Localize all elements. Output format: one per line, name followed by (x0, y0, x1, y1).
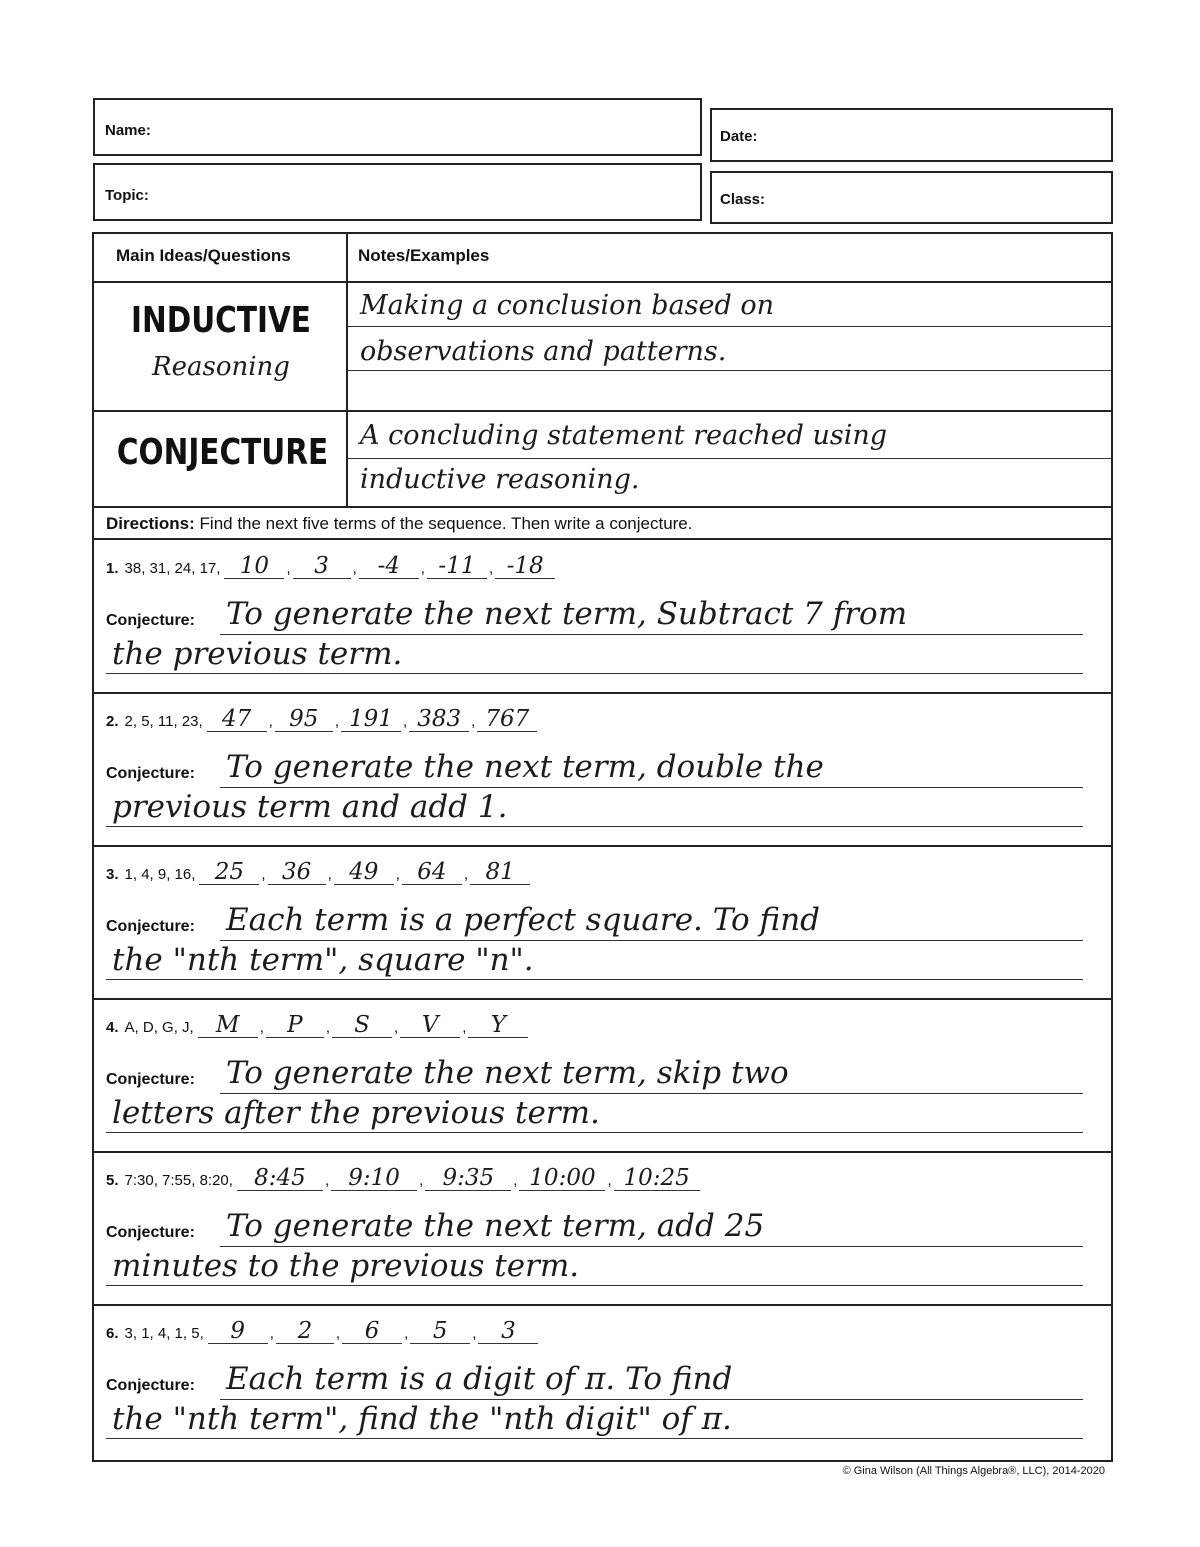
answer-blank[interactable]: Y (468, 1013, 528, 1038)
problem-number: 6. (106, 1325, 119, 1342)
conjecture-label: Conjecture: (106, 1377, 195, 1394)
class-box[interactable] (710, 171, 1113, 224)
class-label: Class: (720, 191, 766, 208)
directions-label: Directions: (106, 514, 195, 533)
name-box[interactable] (93, 98, 702, 156)
problem-number: 1. (106, 560, 119, 577)
separator: , (462, 1019, 467, 1036)
answer-blank[interactable]: 191 (341, 707, 401, 732)
problem-number: 5. (106, 1172, 119, 1189)
term-conjecture (94, 412, 1111, 506)
answer-line (106, 1132, 1083, 1133)
answer-blank[interactable]: 49 (334, 860, 394, 885)
answer-line (106, 979, 1083, 980)
conjecture-label: Conjecture: (106, 1224, 195, 1241)
answer-line (220, 1246, 1083, 1247)
answer-blank[interactable]: -11 (427, 554, 487, 579)
answer-line (106, 673, 1083, 674)
answer-line (220, 787, 1083, 788)
problems-list (94, 540, 1111, 1460)
answer-blank[interactable]: 47 (207, 707, 267, 732)
directions (106, 514, 692, 534)
answer-blank[interactable]: 10 (224, 554, 284, 579)
conjecture-text[interactable]: To generate the next term, Subtract 7 from (226, 596, 908, 632)
separator: , (394, 1019, 399, 1036)
answer-line (220, 1399, 1083, 1400)
conjecture-text[interactable]: letters after the previous term. (112, 1095, 600, 1131)
answer-blank[interactable]: 5 (410, 1319, 470, 1344)
name-label: Name: (105, 122, 151, 139)
separator: , (268, 713, 273, 730)
conjecture-text[interactable]: the "nth term", find the "nth digit" of π. (112, 1401, 732, 1437)
answer-blank[interactable]: 2 (276, 1319, 334, 1344)
problem-3 (94, 846, 1111, 999)
conjecture-label: Conjecture: (106, 612, 195, 629)
conjecture-text[interactable]: To generate the next term, skip two (226, 1055, 789, 1091)
term-subtitle: Reasoning (152, 352, 290, 382)
separator: , (325, 1019, 331, 1036)
separator: , (404, 1325, 409, 1342)
answer-blank[interactable]: 64 (402, 860, 462, 885)
topic-box[interactable] (93, 163, 702, 221)
conjecture-text[interactable]: Each term is a perfect square. To find (226, 902, 821, 938)
answer-line (106, 1438, 1083, 1439)
answer-blank[interactable]: 10:00 (519, 1166, 605, 1191)
term-title: CONJECTURE (116, 432, 329, 473)
note-line-text: A concluding statement reached using (360, 420, 888, 451)
date-label: Date: (720, 128, 758, 145)
answer-blank[interactable]: 8:45 (237, 1166, 323, 1191)
given-terms: A, D, G, J, (124, 1019, 194, 1036)
note-line-text: inductive reasoning. (360, 464, 640, 495)
conjecture-text[interactable]: minutes to the previous term. (112, 1248, 580, 1284)
topic-label: Topic: (105, 187, 149, 204)
note-line (348, 458, 1111, 459)
given-terms: 38, 31, 24, 17, (124, 560, 221, 577)
note-line (348, 370, 1111, 371)
separator: , (269, 1325, 274, 1342)
conjecture-text[interactable]: the "nth term", square "n". (112, 942, 534, 978)
note-line-text: Making a conclusion based on (360, 290, 775, 321)
problem-2 (94, 693, 1111, 846)
note-line (348, 326, 1111, 327)
term-title: INDUCTIVE (131, 300, 311, 341)
answer-line (106, 826, 1083, 827)
separator: , (395, 866, 400, 883)
answer-line (220, 940, 1083, 941)
sequence (106, 860, 530, 885)
problem-5 (94, 1152, 1111, 1305)
given-terms: 1, 4, 9, 16, (124, 866, 196, 883)
sequence (106, 1166, 700, 1191)
separator: , (463, 866, 469, 883)
separator: , (324, 1172, 330, 1189)
copyright: © Gina Wilson (All Things Algebra®, LLC), 2014-2020 (842, 1465, 1105, 1477)
separator: , (471, 713, 476, 730)
answer-line (220, 1093, 1083, 1094)
directions-row (94, 508, 1111, 540)
given-terms: 2, 5, 11, 23, (124, 713, 203, 730)
separator: , (402, 713, 408, 730)
directions-text: Find the next five terms of the sequence. Then write a conjecture. (199, 514, 693, 533)
answer-blank[interactable]: P (266, 1013, 324, 1038)
column-main-ideas: Main Ideas/Questions (116, 246, 291, 265)
conjecture-text[interactable]: To generate the next term, double the (226, 749, 824, 785)
answer-blank[interactable]: 36 (268, 860, 326, 885)
sequence (106, 1013, 528, 1038)
answer-blank[interactable]: 9 (208, 1319, 268, 1344)
separator: , (286, 560, 291, 577)
answer-blank[interactable]: 3 (478, 1319, 538, 1344)
separator: , (472, 1325, 477, 1342)
separator: , (335, 1325, 341, 1342)
answer-blank[interactable]: 25 (199, 860, 259, 885)
term-inductive (94, 282, 1111, 410)
separator: , (261, 866, 266, 883)
separator: , (419, 1172, 424, 1189)
answer-line (106, 1285, 1083, 1286)
separator: , (607, 1172, 612, 1189)
problem-number: 2. (106, 713, 119, 730)
problem-number: 4. (106, 1019, 119, 1036)
problem-4 (94, 999, 1111, 1152)
sequence (106, 707, 537, 732)
conjecture-text[interactable]: previous term and add 1. (112, 789, 508, 825)
given-terms: 7:30, 7:55, 8:20, (124, 1172, 233, 1189)
separator: , (327, 866, 332, 883)
date-box[interactable] (710, 108, 1113, 162)
separator: , (488, 560, 494, 577)
answer-blank[interactable]: 3 (293, 554, 351, 579)
problem-6 (94, 1305, 1111, 1458)
answer-blank[interactable]: 10:25 (614, 1166, 700, 1191)
answer-blank[interactable]: 81 (470, 860, 530, 885)
column-notes-examples: Notes/Examples (358, 246, 490, 265)
conjecture-label: Conjecture: (106, 765, 195, 782)
answer-blank[interactable]: M (198, 1013, 258, 1038)
sequence (106, 1319, 538, 1344)
sequence (106, 554, 555, 579)
separator: , (513, 1172, 518, 1189)
separator: , (259, 1019, 264, 1036)
notes-table (92, 232, 1113, 1462)
answer-blank[interactable]: 9:35 (425, 1166, 511, 1191)
separator: , (420, 560, 425, 577)
answer-blank[interactable]: S (332, 1013, 392, 1038)
conjecture-text[interactable]: To generate the next term, add 25 (226, 1208, 765, 1244)
answer-blank[interactable]: -18 (495, 554, 555, 579)
answer-blank[interactable]: 767 (477, 707, 537, 732)
answer-blank[interactable]: -4 (359, 554, 419, 579)
separator: , (334, 713, 339, 730)
answer-blank[interactable]: 6 (342, 1319, 402, 1344)
separator: , (352, 560, 357, 577)
answer-blank[interactable]: 9:10 (331, 1166, 417, 1191)
given-terms: 3, 1, 4, 1, 5, (124, 1325, 204, 1342)
answer-line (220, 634, 1083, 635)
problem-number: 3. (106, 866, 119, 883)
conjecture-text[interactable]: Each term is a digit of π. To find (226, 1361, 733, 1397)
answer-blank[interactable]: 95 (275, 707, 333, 732)
conjecture-label: Conjecture: (106, 1071, 195, 1088)
answer-blank[interactable]: 383 (409, 707, 469, 732)
conjecture-text[interactable]: the previous term. (112, 636, 403, 672)
note-line-text: observations and patterns. (360, 336, 727, 367)
conjecture-label: Conjecture: (106, 918, 195, 935)
problem-1 (94, 540, 1111, 693)
answer-blank[interactable]: V (400, 1013, 460, 1038)
